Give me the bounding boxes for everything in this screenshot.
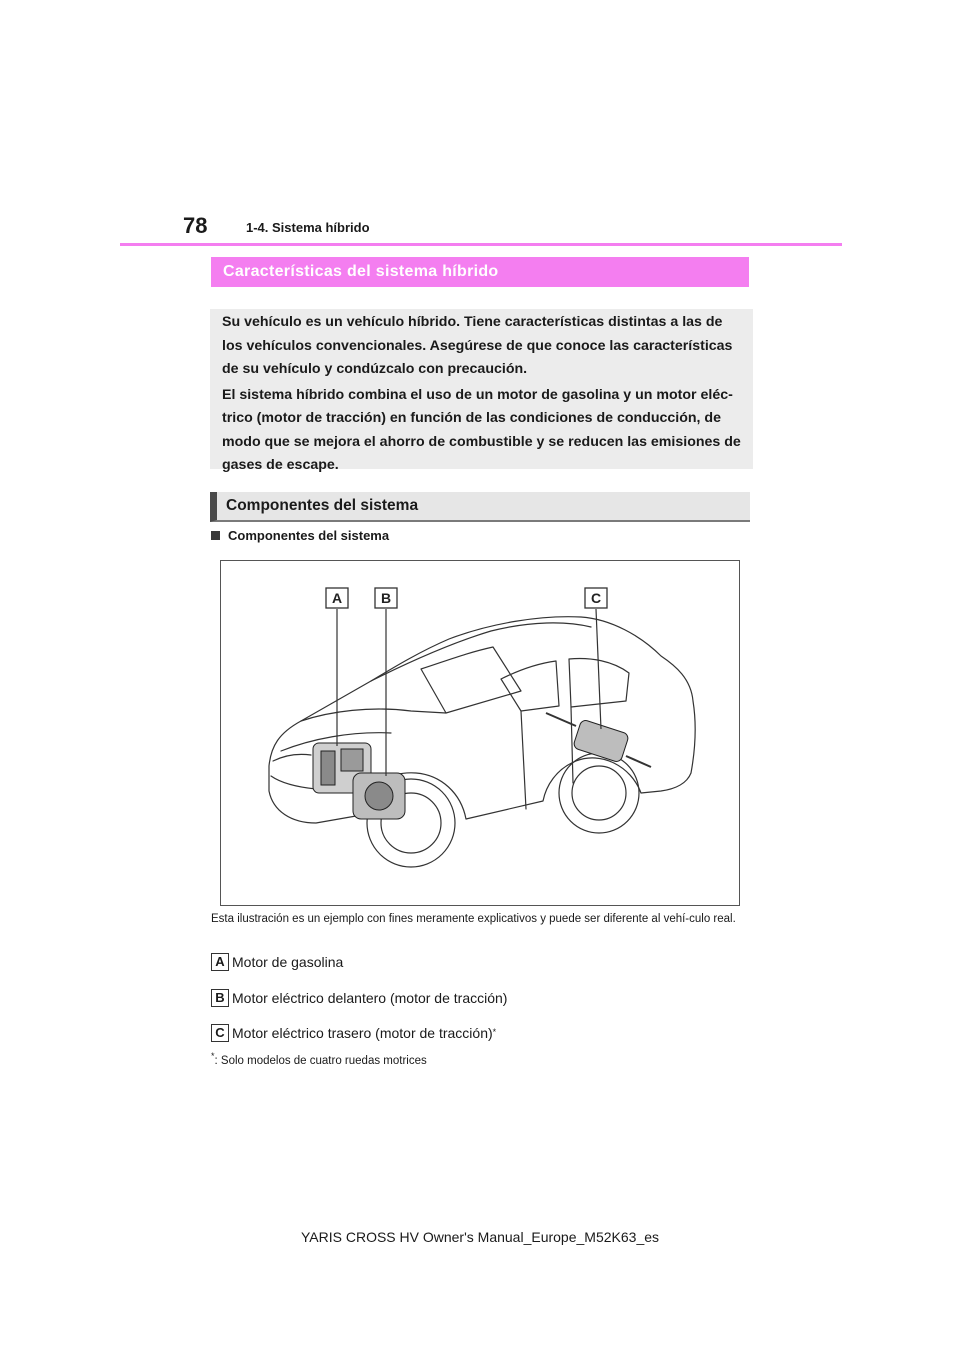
- callout-line-c: [596, 609, 601, 729]
- legend-asterisk-c: *: [492, 1027, 497, 1037]
- svg-text:C: C: [590, 590, 602, 606]
- callout-label-a: [326, 588, 348, 608]
- legend-text-a: Motor de gasolina: [232, 954, 344, 970]
- car-front-window: [501, 661, 559, 711]
- callout-label-b: [375, 588, 397, 608]
- page-number: 78: [183, 213, 208, 238]
- square-bullet-icon: [211, 531, 220, 540]
- car-door-line: [521, 711, 526, 809]
- intro-paragraph-2: El sistema híbrido combina el uso de un motor de gasolina y un motor eléc-trico (motor de tracción) en función de las condiciones de conducción, de modo que se mejora el ahorro de combustible y se reducen las emisiones de gases de escape.: [222, 386, 741, 473]
- legend-key-a: A: [211, 953, 229, 971]
- section-banner: Características del sistema híbrido: [211, 257, 749, 287]
- intro-paragraph-1: Su vehículo es un vehículo híbrido. Tiene características distintas a las de los vehículos convencionales. Asegúrese de que conoce las características de su vehículo y condúzcalo con precaución.: [222, 314, 733, 377]
- figure-caption: Esta ilustración es un ejemplo con fines meramente explicativos y puede ser diferente al vehí-culo real.: [211, 913, 736, 925]
- legend-item-c: [211, 1024, 496, 1042]
- car-door-line-2: [571, 707, 573, 783]
- legend-item-a: [211, 953, 343, 971]
- car-windshield: [421, 647, 521, 713]
- components-bullet: [211, 528, 389, 543]
- car-grille: [271, 776, 316, 789]
- vehicle-illustration: [220, 560, 740, 906]
- legend-key-b: B: [211, 989, 229, 1007]
- footnote: [211, 1051, 427, 1067]
- components-bullet-text: Componentes del sistema: [228, 528, 390, 543]
- svg-text:A: A: [331, 590, 343, 606]
- car-cutaway-drawing: [221, 561, 739, 905]
- header-divider: [120, 243, 842, 246]
- footnote-mark: *: [211, 1051, 215, 1061]
- legend-key-c: C: [211, 1024, 229, 1042]
- rear-motor-shape: [546, 713, 651, 767]
- legend-item-b: [211, 989, 507, 1007]
- callout-label-c: [585, 588, 607, 608]
- car-hood: [301, 709, 446, 721]
- section-title: 1-4. Sistema híbrido: [246, 220, 370, 235]
- car-roof-line: [371, 623, 591, 681]
- legend-text-c: Motor eléctrico trasero (motor de tracción): [232, 1025, 493, 1041]
- svg-text:B: B: [380, 590, 392, 606]
- legend-text-b: Motor eléctrico delantero (motor de tracción): [232, 990, 508, 1006]
- footnote-text: : Solo modelos de cuatro ruedas motrices: [214, 1054, 427, 1067]
- rear-wheel: [559, 753, 639, 833]
- car-headlight: [273, 754, 311, 761]
- page-footer: YARIS CROSS HV Owner's Manual_Europe_M52K63_es: [300, 1229, 660, 1245]
- rear-wheel-hub: [572, 766, 626, 820]
- components-heading: Componentes del sistema: [210, 492, 750, 522]
- front-motor-shape: [353, 773, 405, 819]
- intro-box: [210, 309, 753, 473]
